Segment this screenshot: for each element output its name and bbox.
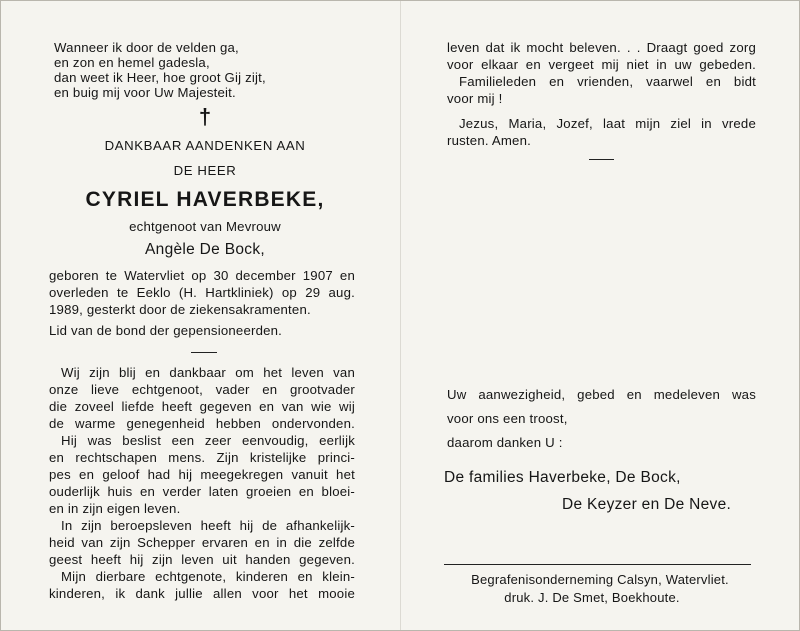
families-line: De Keyzer en De Neve. — [562, 496, 732, 513]
tribute-line: Wij zijn blij en dankbaar om het leven van — [61, 365, 355, 380]
deceased-name: CYRIEL HAVERBEKE, — [85, 188, 325, 211]
poem-line: Wanneer ik door de velden ga, — [54, 40, 239, 55]
undertaker-line: Begrafenisonderneming Calsyn, Watervliet. — [471, 572, 729, 587]
thanks-line: daarom danken U : — [447, 435, 563, 450]
bio-line: overleden te Eeklo (H. Hartkliniek) op 29 aug. — [49, 285, 355, 300]
divider — [589, 159, 614, 160]
membership-line: Lid van de bond der gepensioneerden. — [49, 323, 283, 338]
cross-icon: † — [198, 104, 212, 129]
tribute-line: voor mij ! — [447, 91, 503, 106]
tribute-line: ouderlijk huis en verder laten groeien en bloei- — [49, 484, 355, 499]
tribute-line: In zijn beroepsleven heeft hij de afhankelijk- — [61, 518, 355, 533]
poem-line: en buig mij voor Uw Majesteit. — [54, 85, 236, 100]
tribute-line: heid van zijn Schepper ervaren en in die zelfde — [49, 535, 355, 550]
printer-line: druk. J. De Smet, Boekhoute. — [504, 590, 680, 605]
tribute-line: Mijn dierbare echtgenote, kinderen en klein- — [61, 569, 355, 584]
tribute-line: die zoveel liefde heeft gegeven en van wie wij — [49, 399, 355, 414]
spouse-intro: echtgenoot van Mevrouw — [129, 219, 281, 234]
thanks-line: Uw aanwezigheid, gebed en medeleven was — [447, 387, 756, 402]
remembrance-heading: DANKBAAR AANDENKEN AAN — [104, 138, 306, 153]
tribute-line: en rechtschapen mens. Zijn kristelijke princi- — [49, 450, 355, 465]
card-fold — [400, 1, 401, 630]
tribute-line: en in zijn eigen leven. — [49, 501, 181, 516]
spouse-name: Angèle De Bock, — [145, 241, 265, 258]
families-line: De families Haverbeke, De Bock, — [444, 469, 681, 486]
poem-line: en zon en hemel gadesla, — [54, 55, 210, 70]
title-de-heer: DE HEER — [173, 163, 237, 178]
tribute-line: voor elkaar en vergeet mij niet in uw gebeden. — [447, 57, 756, 72]
tribute-line: geest heeft hij zijn leven uit handen gegeven. — [49, 552, 355, 567]
tribute-line: kinderen, ik dank jullie allen voor het mooie — [49, 586, 355, 601]
thanks-line: voor ons een troost, — [447, 411, 568, 426]
tribute-line: leven dat ik mocht beleven. . . Draagt goed zorg — [447, 40, 756, 55]
tribute-line: pes en geloof had hij meegekregen vanuit het — [49, 467, 355, 482]
tribute-line: Hij was beslist een zeer eenvoudig, eerlijk — [61, 433, 355, 448]
tribute-line: de warme genegenheid hebben ondervonden. — [49, 416, 355, 431]
poem-line: dan weet ik Heer, hoe groot Gij zijt, — [54, 70, 266, 85]
tribute-line: Familieleden en vrienden, vaarwel en bidt — [459, 74, 756, 89]
tribute-line: onze lieve echtgenoot, vader en grootvader — [49, 382, 355, 397]
bio-line: 1989, gesterkt door de ziekensakramenten. — [49, 302, 311, 317]
prayer-line: Jezus, Maria, Jozef, laat mijn ziel in vrede — [459, 116, 756, 131]
bio-line: geboren te Watervliet op 30 december 1907 en — [49, 268, 355, 283]
divider — [191, 352, 217, 353]
footer-rule — [444, 564, 751, 565]
prayer-line: rusten. Amen. — [447, 133, 531, 148]
